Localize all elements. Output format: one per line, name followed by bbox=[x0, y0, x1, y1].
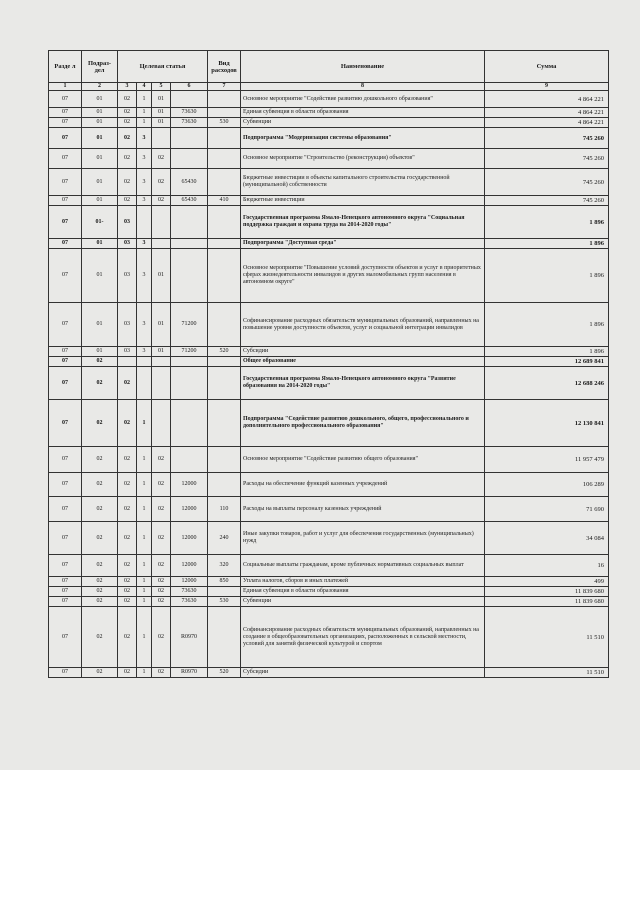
cell-expense-type bbox=[208, 149, 241, 169]
cell-subprogram: 3 bbox=[137, 239, 152, 249]
cell-program: 02 bbox=[118, 447, 137, 473]
cell-subprogram: 3 bbox=[137, 347, 152, 357]
cell-name: Субвенции bbox=[241, 118, 485, 128]
cell-subprogram: 1 bbox=[137, 473, 152, 497]
cell-program: 02 bbox=[118, 108, 137, 118]
cell-name: Субсидии bbox=[241, 668, 485, 678]
cell-direction: 65430 bbox=[171, 196, 208, 206]
cell-section: 07 bbox=[49, 447, 82, 473]
cell-name: Единая субвенция в области образования bbox=[241, 108, 485, 118]
cell-event: 01 bbox=[152, 118, 171, 128]
cell-name: Субсидии bbox=[241, 347, 485, 357]
cell-name: Основное мероприятие "Содействие развитию общего образования" bbox=[241, 447, 485, 473]
cell-direction: 12000 bbox=[171, 522, 208, 555]
cell-section: 07 bbox=[49, 249, 82, 303]
cell-sum: 745 260 bbox=[485, 128, 609, 149]
cell-name: Уплата налогов, сборов и иных платежей bbox=[241, 577, 485, 587]
table-row bbox=[49, 577, 609, 587]
cell-name: Бюджетные инвестиции bbox=[241, 196, 485, 206]
cell-expense-type bbox=[208, 587, 241, 597]
cell-program: 02 bbox=[118, 577, 137, 587]
cell-event: 02 bbox=[152, 169, 171, 196]
cell-sum: 106 289 bbox=[485, 473, 609, 497]
cell-section: 07 bbox=[49, 587, 82, 597]
cell-expense-type bbox=[208, 400, 241, 447]
cell-subsection: 01 bbox=[82, 128, 118, 149]
cell-name: Общее образование bbox=[241, 357, 485, 367]
cell-section: 07 bbox=[49, 91, 82, 108]
cell-subsection: 01 bbox=[82, 118, 118, 128]
cell-name: Государственная программа Ямало-Ненецкого автономного округа "Развитие образования на 2014-2020 годы" bbox=[241, 367, 485, 400]
cell-name: Государственная программа Ямало-Ненецкого автономного округа "Социальная поддержка граждан и охрана труда на 2014-2020 годы" bbox=[241, 206, 485, 239]
cell-expense-type bbox=[208, 169, 241, 196]
table-row bbox=[49, 587, 609, 597]
cell-expense-type bbox=[208, 249, 241, 303]
cell-direction bbox=[171, 357, 208, 367]
cell-expense-type: 530 bbox=[208, 597, 241, 607]
cell-subprogram: 1 bbox=[137, 91, 152, 108]
cell-event bbox=[152, 128, 171, 149]
cell-sum: 4 864 221 bbox=[485, 91, 609, 108]
cell-sum: 11 839 680 bbox=[485, 597, 609, 607]
cell-subsection: 02 bbox=[82, 522, 118, 555]
table-row bbox=[49, 239, 609, 249]
cell-sum: 11 510 bbox=[485, 607, 609, 668]
header-name: Наименование bbox=[241, 51, 485, 83]
cell-section: 07 bbox=[49, 149, 82, 169]
cell-program: 02 bbox=[118, 149, 137, 169]
cell-subprogram: 1 bbox=[137, 607, 152, 668]
cell-subsection: 02 bbox=[82, 668, 118, 678]
table-row bbox=[49, 128, 609, 149]
cell-event bbox=[152, 239, 171, 249]
cell-sum: 12 130 841 bbox=[485, 400, 609, 447]
cell-expense-type bbox=[208, 607, 241, 668]
cell-sum: 71 690 bbox=[485, 497, 609, 522]
cell-section: 07 bbox=[49, 206, 82, 239]
column-number: 8 bbox=[241, 83, 485, 91]
cell-program: 03 bbox=[118, 239, 137, 249]
cell-subprogram: 1 bbox=[137, 522, 152, 555]
cell-event: 02 bbox=[152, 577, 171, 587]
table-row bbox=[49, 473, 609, 497]
table-row bbox=[49, 357, 609, 367]
cell-program: 02 bbox=[118, 597, 137, 607]
cell-subsection: 02 bbox=[82, 400, 118, 447]
cell-sum: 4 864 221 bbox=[485, 118, 609, 128]
cell-direction: R0970 bbox=[171, 607, 208, 668]
column-number: 2 bbox=[82, 83, 118, 91]
cell-program: 03 bbox=[118, 249, 137, 303]
cell-sum: 1 896 bbox=[485, 303, 609, 347]
cell-section: 07 bbox=[49, 522, 82, 555]
cell-section: 07 bbox=[49, 400, 82, 447]
cell-program: 02 bbox=[118, 607, 137, 668]
cell-subsection: 01 bbox=[82, 169, 118, 196]
cell-program bbox=[118, 357, 137, 367]
column-number: 4 bbox=[137, 83, 152, 91]
cell-sum: 11 510 bbox=[485, 668, 609, 678]
cell-expense-type: 110 bbox=[208, 497, 241, 522]
cell-subprogram: 1 bbox=[137, 497, 152, 522]
cell-section: 07 bbox=[49, 347, 82, 357]
column-number: 7 bbox=[208, 83, 241, 91]
cell-event: 01 bbox=[152, 347, 171, 357]
cell-subsection: 01 bbox=[82, 108, 118, 118]
cell-expense-type bbox=[208, 447, 241, 473]
cell-subsection: 02 bbox=[82, 367, 118, 400]
cell-event: 02 bbox=[152, 447, 171, 473]
cell-subsection: 02 bbox=[82, 577, 118, 587]
cell-expense-type bbox=[208, 128, 241, 149]
cell-event: 02 bbox=[152, 196, 171, 206]
cell-section: 07 bbox=[49, 597, 82, 607]
cell-subprogram: 1 bbox=[137, 447, 152, 473]
header-sum: Сумма bbox=[485, 51, 609, 83]
cell-subprogram: 3 bbox=[137, 128, 152, 149]
cell-direction: 73630 bbox=[171, 118, 208, 128]
cell-direction bbox=[171, 400, 208, 447]
header-target-article: Целевая статья bbox=[118, 51, 208, 83]
header-expense-type: Вид расходов bbox=[208, 51, 241, 83]
cell-program: 02 bbox=[118, 196, 137, 206]
cell-subsection: 02 bbox=[82, 357, 118, 367]
cell-expense-type: 530 bbox=[208, 118, 241, 128]
cell-expense-type bbox=[208, 367, 241, 400]
table-row bbox=[49, 400, 609, 447]
header-row bbox=[49, 51, 609, 83]
cell-section: 07 bbox=[49, 196, 82, 206]
cell-sum: 745 260 bbox=[485, 196, 609, 206]
cell-sum: 745 260 bbox=[485, 149, 609, 169]
table-row bbox=[49, 597, 609, 607]
cell-subsection: 02 bbox=[82, 497, 118, 522]
cell-subsection: 01 bbox=[82, 239, 118, 249]
budget-table-sheet bbox=[48, 50, 608, 678]
cell-expense-type bbox=[208, 303, 241, 347]
cell-event bbox=[152, 357, 171, 367]
cell-event: 02 bbox=[152, 597, 171, 607]
cell-direction: R0970 bbox=[171, 668, 208, 678]
cell-name: Социальные выплаты гражданам, кроме публичных нормативных социальных выплат bbox=[241, 555, 485, 577]
cell-direction: 73630 bbox=[171, 587, 208, 597]
cell-section: 07 bbox=[49, 555, 82, 577]
cell-program: 02 bbox=[118, 473, 137, 497]
cell-subprogram: 1 bbox=[137, 555, 152, 577]
cell-section: 07 bbox=[49, 367, 82, 400]
cell-section: 07 bbox=[49, 303, 82, 347]
cell-section: 07 bbox=[49, 668, 82, 678]
table-row bbox=[49, 497, 609, 522]
cell-direction bbox=[171, 367, 208, 400]
cell-event: 02 bbox=[152, 497, 171, 522]
cell-subprogram: 1 bbox=[137, 577, 152, 587]
cell-program: 02 bbox=[118, 118, 137, 128]
cell-direction bbox=[171, 239, 208, 249]
cell-section: 07 bbox=[49, 169, 82, 196]
cell-direction: 65430 bbox=[171, 169, 208, 196]
cell-subprogram: 1 bbox=[137, 108, 152, 118]
cell-name: Основное мероприятие "Содействие развитию дошкольного образования" bbox=[241, 91, 485, 108]
cell-section: 07 bbox=[49, 497, 82, 522]
cell-direction bbox=[171, 128, 208, 149]
cell-event bbox=[152, 367, 171, 400]
cell-name: Подпрограмма "Модернизация системы образования" bbox=[241, 128, 485, 149]
cell-name: Расходы на выплаты персоналу казенных учреждений bbox=[241, 497, 485, 522]
cell-event: 02 bbox=[152, 522, 171, 555]
cell-expense-type bbox=[208, 473, 241, 497]
table-row bbox=[49, 347, 609, 357]
cell-name: Единая субвенция в области образования bbox=[241, 587, 485, 597]
cell-subsection: 02 bbox=[82, 555, 118, 577]
table-row bbox=[49, 108, 609, 118]
cell-sum: 1 896 bbox=[485, 206, 609, 239]
cell-subprogram bbox=[137, 357, 152, 367]
cell-subprogram: 1 bbox=[137, 597, 152, 607]
cell-subprogram: 3 bbox=[137, 303, 152, 347]
cell-program: 02 bbox=[118, 169, 137, 196]
cell-sum: 16 bbox=[485, 555, 609, 577]
cell-sum: 1 896 bbox=[485, 239, 609, 249]
cell-subprogram bbox=[137, 367, 152, 400]
cell-subprogram: 3 bbox=[137, 149, 152, 169]
table-row bbox=[49, 206, 609, 239]
cell-expense-type: 320 bbox=[208, 555, 241, 577]
cell-event: 01 bbox=[152, 108, 171, 118]
table-row bbox=[49, 367, 609, 400]
cell-section: 07 bbox=[49, 473, 82, 497]
column-number: 6 bbox=[171, 83, 208, 91]
cell-name: Иные закупки товаров, работ и услуг для обеспечения государственных (муниципальных) нужд bbox=[241, 522, 485, 555]
cell-sum: 1 896 bbox=[485, 249, 609, 303]
cell-program: 02 bbox=[118, 668, 137, 678]
cell-event: 01 bbox=[152, 249, 171, 303]
cell-direction: 12000 bbox=[171, 555, 208, 577]
cell-program: 03 bbox=[118, 206, 137, 239]
cell-name: Софинансирование расходных обязательств муниципальных образований, направленных на создание в общеобразовательных организациях, расположенных в сельской местности, условий для занятий физической культурой и спортом bbox=[241, 607, 485, 668]
cell-event: 02 bbox=[152, 668, 171, 678]
cell-subsection: 02 bbox=[82, 597, 118, 607]
budget-table bbox=[48, 50, 609, 678]
cell-event: 02 bbox=[152, 149, 171, 169]
cell-subsection: 01 bbox=[82, 347, 118, 357]
table-body bbox=[49, 91, 609, 678]
table-row bbox=[49, 118, 609, 128]
cell-sum: 4 864 221 bbox=[485, 108, 609, 118]
table-row bbox=[49, 668, 609, 678]
cell-section: 07 bbox=[49, 607, 82, 668]
cell-event: 02 bbox=[152, 587, 171, 597]
cell-program: 03 bbox=[118, 347, 137, 357]
cell-event bbox=[152, 206, 171, 239]
cell-subsection: 02 bbox=[82, 607, 118, 668]
table-row bbox=[49, 447, 609, 473]
cell-subsection: 01 bbox=[82, 149, 118, 169]
cell-program: 02 bbox=[118, 91, 137, 108]
cell-subprogram: 3 bbox=[137, 169, 152, 196]
cell-direction: 12000 bbox=[171, 473, 208, 497]
cell-name: Софинансирование расходных обязательств муниципальных образований, направленных на повышение уровня доступности объектов, услуг и социальной интеграции инвалидов bbox=[241, 303, 485, 347]
cell-direction: 71200 bbox=[171, 347, 208, 357]
cell-expense-type: 410 bbox=[208, 196, 241, 206]
cell-sum: 745 260 bbox=[485, 169, 609, 196]
cell-program: 02 bbox=[118, 555, 137, 577]
cell-event bbox=[152, 400, 171, 447]
cell-program: 02 bbox=[118, 587, 137, 597]
cell-expense-type bbox=[208, 91, 241, 108]
cell-subprogram: 1 bbox=[137, 400, 152, 447]
column-number: 5 bbox=[152, 83, 171, 91]
cell-subprogram: 3 bbox=[137, 196, 152, 206]
cell-subprogram: 1 bbox=[137, 587, 152, 597]
header-section: Разде л bbox=[49, 51, 82, 83]
cell-subsection: 02 bbox=[82, 587, 118, 597]
cell-direction bbox=[171, 447, 208, 473]
cell-name: Субвенции bbox=[241, 597, 485, 607]
cell-sum: 11 957 479 bbox=[485, 447, 609, 473]
cell-subsection: 02 bbox=[82, 447, 118, 473]
cell-subsection: 01 bbox=[82, 249, 118, 303]
cell-name: Подпрограмма "Доступная среда" bbox=[241, 239, 485, 249]
cell-subsection: 01 bbox=[82, 303, 118, 347]
table-row bbox=[49, 607, 609, 668]
cell-program: 03 bbox=[118, 303, 137, 347]
cell-expense-type: 520 bbox=[208, 668, 241, 678]
cell-name: Бюджетные инвестиции в объекты капитального строительства государственной (муниципальной) собственности bbox=[241, 169, 485, 196]
cell-section: 07 bbox=[49, 108, 82, 118]
cell-event: 01 bbox=[152, 91, 171, 108]
cell-subsection: 01 bbox=[82, 196, 118, 206]
cell-expense-type bbox=[208, 108, 241, 118]
cell-sum: 34 084 bbox=[485, 522, 609, 555]
cell-expense-type bbox=[208, 206, 241, 239]
cell-sum: 12 688 246 bbox=[485, 367, 609, 400]
cell-direction: 73630 bbox=[171, 597, 208, 607]
header-subsection: Подраз- дел bbox=[82, 51, 118, 83]
cell-section: 07 bbox=[49, 357, 82, 367]
cell-sum: 499 bbox=[485, 577, 609, 587]
cell-event: 01 bbox=[152, 303, 171, 347]
cell-sum: 1 896 bbox=[485, 347, 609, 357]
table-row bbox=[49, 555, 609, 577]
cell-program: 02 bbox=[118, 522, 137, 555]
cell-subsection: 02 bbox=[82, 473, 118, 497]
cell-expense-type: 520 bbox=[208, 347, 241, 357]
column-number: 9 bbox=[485, 83, 609, 91]
cell-name: Подпрограмма "Содействие развитию дошкольного, общего, профессионального и дополнительного профессионального образования" bbox=[241, 400, 485, 447]
cell-expense-type: 240 bbox=[208, 522, 241, 555]
cell-name: Основное мероприятие "Строительство (реконструкция) объектов" bbox=[241, 149, 485, 169]
cell-expense-type: 850 bbox=[208, 577, 241, 587]
cell-subprogram: 3 bbox=[137, 249, 152, 303]
table-row bbox=[49, 149, 609, 169]
table-row bbox=[49, 303, 609, 347]
cell-program: 02 bbox=[118, 128, 137, 149]
column-number: 3 bbox=[118, 83, 137, 91]
cell-section: 07 bbox=[49, 128, 82, 149]
cell-direction: 12000 bbox=[171, 577, 208, 587]
cell-direction bbox=[171, 249, 208, 303]
cell-event: 02 bbox=[152, 473, 171, 497]
cell-subprogram: 1 bbox=[137, 668, 152, 678]
cell-sum: 11 839 680 bbox=[485, 587, 609, 597]
table-row bbox=[49, 91, 609, 108]
cell-section: 07 bbox=[49, 239, 82, 249]
cell-sum: 12 689 841 bbox=[485, 357, 609, 367]
column-number-row bbox=[49, 83, 609, 91]
cell-event: 02 bbox=[152, 607, 171, 668]
cell-direction: 73630 bbox=[171, 108, 208, 118]
table-row bbox=[49, 196, 609, 206]
cell-subprogram bbox=[137, 206, 152, 239]
cell-subprogram: 1 bbox=[137, 118, 152, 128]
cell-subsection: 01 bbox=[82, 91, 118, 108]
cell-program: 02 bbox=[118, 400, 137, 447]
table-row bbox=[49, 169, 609, 196]
cell-direction: 12000 bbox=[171, 497, 208, 522]
cell-event: 02 bbox=[152, 555, 171, 577]
cell-name: Основное мероприятие "Повышение условий доступности объектов и услуг в приоритетных сферах жизнедеятельности инвалидов и других маломобильных групп населения в автономном округе" bbox=[241, 249, 485, 303]
cell-program: 02 bbox=[118, 367, 137, 400]
cell-section: 07 bbox=[49, 577, 82, 587]
cell-expense-type bbox=[208, 239, 241, 249]
cell-direction bbox=[171, 149, 208, 169]
column-number: 1 bbox=[49, 83, 82, 91]
cell-expense-type bbox=[208, 357, 241, 367]
cell-subsection: 01- bbox=[82, 206, 118, 239]
cell-name: Расходы на обеспечение функций казенных учреждений bbox=[241, 473, 485, 497]
cell-direction: 71200 bbox=[171, 303, 208, 347]
table-row bbox=[49, 249, 609, 303]
cell-direction bbox=[171, 91, 208, 108]
cell-section: 07 bbox=[49, 118, 82, 128]
cell-direction bbox=[171, 206, 208, 239]
cell-program: 02 bbox=[118, 497, 137, 522]
table-row bbox=[49, 522, 609, 555]
